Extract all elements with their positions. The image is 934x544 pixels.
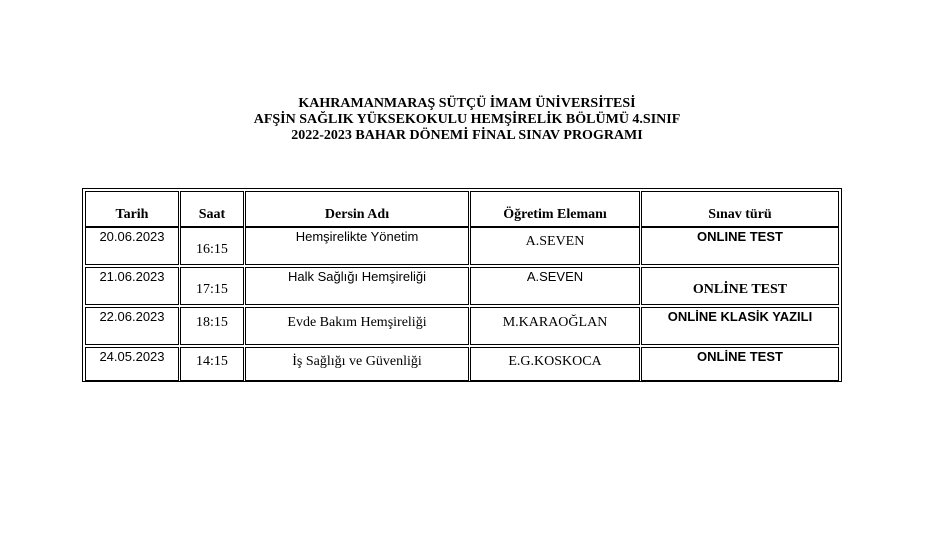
table-row-1-tarih: 20.06.2023 [85, 227, 179, 265]
table-row-3-ogretim: M.KARAOĞLAN [470, 307, 640, 345]
table-row-4-tarih: 24.05.2023 [85, 347, 179, 381]
table-row-2-ogretim: A.SEVEN [470, 267, 640, 305]
document-heading [0, 96, 934, 144]
table-row-1-ders: Hemşirelikte Yönetim [245, 227, 469, 265]
table-row-4-ogretim: E.G.KOSKOCA [470, 347, 640, 381]
header-saat: Saat [180, 191, 244, 227]
table-row-2-tarih: 21.06.2023 [85, 267, 179, 305]
table-row-2-ders: Halk Sağlığı Hemşireliği [245, 267, 469, 305]
table-row-2-sinav-turu: ONLİNE TEST [641, 267, 839, 305]
table-row-3-ders: Evde Bakım Hemşireliği [245, 307, 469, 345]
header-tarih: Tarih [85, 191, 179, 227]
table-row-1-ogretim: A.SEVEN [470, 227, 640, 265]
department-title: AFŞİN SAĞLIK YÜKSEKOKULU HEMŞİRELİK BÖLÜMÜ 4.SINIF [253, 112, 681, 127]
table-row-4-ders: İş Sağlığı ve Güvenliği [245, 347, 469, 381]
table-row-4-sinav-turu: ONLİNE TEST [641, 347, 839, 381]
table-row-3-saat: 18:15 [180, 307, 244, 345]
table-row-3-tarih: 22.06.2023 [85, 307, 179, 345]
table-row-1-saat: 16:15 [180, 227, 244, 265]
university-title: KAHRAMANMARAŞ SÜTÇÜ İMAM ÜNİVERSİTESİ [298, 96, 636, 111]
exam-schedule-table [82, 188, 842, 382]
header-sinav-turu: Sınav türü [641, 191, 839, 227]
exam-program-title: 2022-2023 BAHAR DÖNEMİ FİNAL SINAV PROGRAMI [291, 128, 643, 143]
header-ogretim-elemani: Öğretim Elemanı [470, 191, 640, 227]
table-row-3-sinav-turu: ONLİNE KLASİK YAZILI [641, 307, 839, 345]
table-row-2-saat: 17:15 [180, 267, 244, 305]
table-row-1-sinav-turu: ONLINE TEST [641, 227, 839, 265]
table-row-4-saat: 14:15 [180, 347, 244, 381]
header-dersin-adi: Dersin Adı [245, 191, 469, 227]
